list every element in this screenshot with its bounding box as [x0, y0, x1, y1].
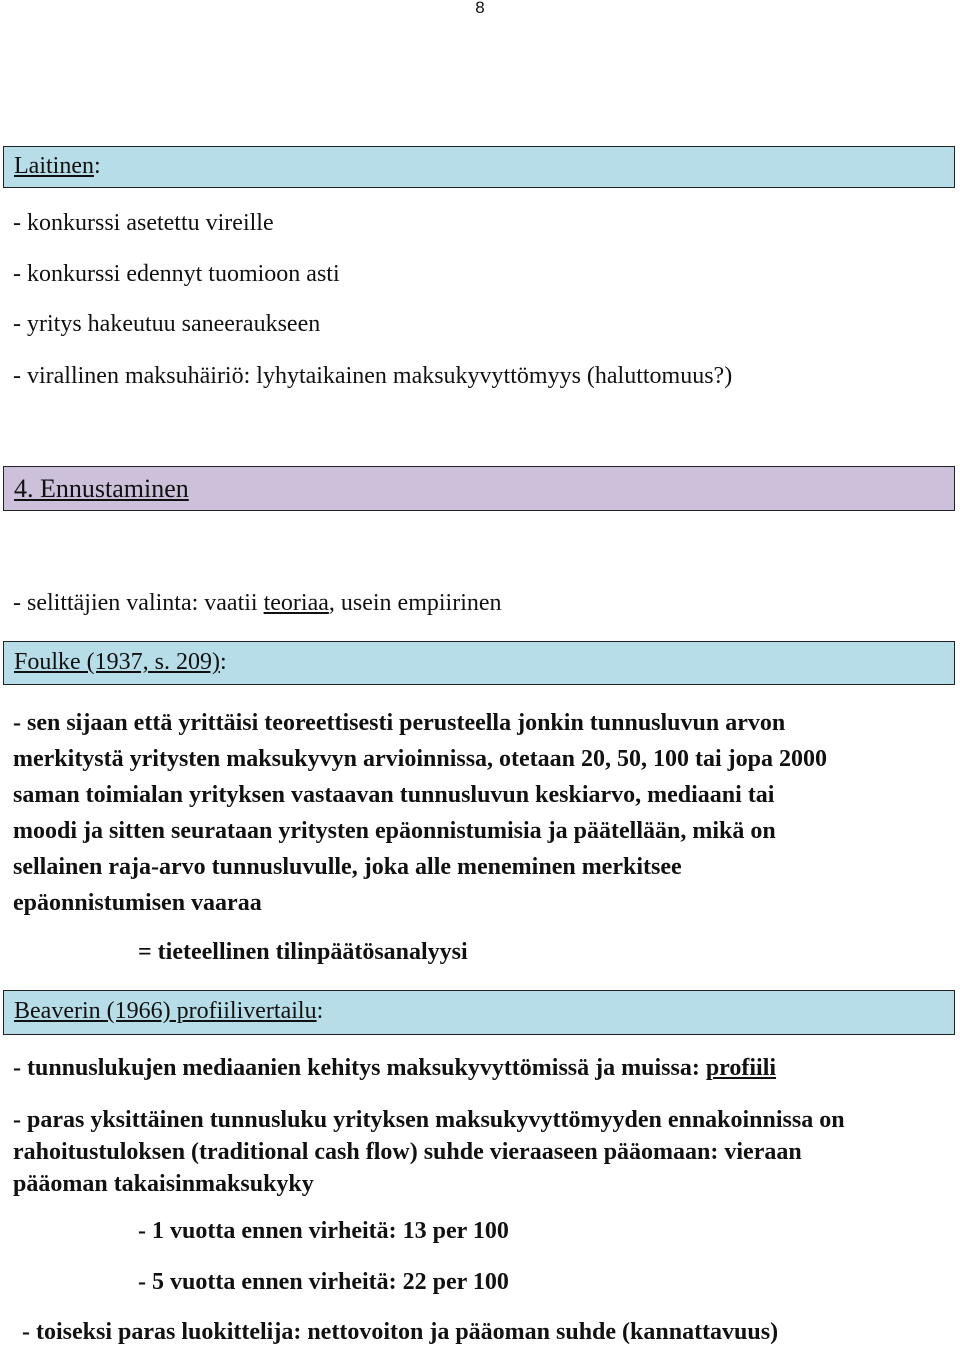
section-4-heading-box [3, 466, 955, 511]
paragraph-line: merkitystä yritysten maksukyvyn arvioinnissa, otetaan 20, 50, 100 tai jopa 2000 [13, 746, 828, 772]
foulke-paragraph [13, 705, 953, 921]
paragraph-line: saman toimialan yrityksen vastaavan tunnusluvun keskiarvo, mediaani tai [13, 782, 775, 808]
laitinen-heading: Laitinen: [14, 153, 101, 179]
laitinen-item: - konkurssi asetettu vireille [13, 210, 274, 236]
paragraph-line: epäonnistumisen vaaraa [13, 890, 262, 916]
selittajien-valinta-line: - selittäjien valinta: vaatii teoriaa, usein empiirinen [13, 590, 502, 616]
beaver-item-paras-tunnusluku [13, 1104, 953, 1200]
section-4-heading: 4. Ennustaminen [14, 474, 189, 503]
beaver-item-toiseksi-paras: - toiseksi paras luokittelija: nettovoiton ja pääoman suhde (kannattavuus) [22, 1319, 779, 1345]
beaver-sub-item: - 5 vuotta ennen virheitä: 22 per 100 [138, 1269, 509, 1295]
laitinen-heading-box [3, 146, 955, 188]
beaver-item-profiili: - tunnuslukujen mediaanien kehitys maksukyvyttömissä ja muissa: profiili [13, 1055, 777, 1081]
foulke-heading: Foulke (1937, s. 209): [14, 649, 227, 675]
beaver-heading: Beaverin (1966) profiilivertailu: [14, 998, 324, 1024]
foulke-heading-box [3, 641, 955, 685]
paragraph-line: - paras yksittäinen tunnusluku yrityksen maksukyvyttömyyden ennakoinnissa on [13, 1107, 845, 1133]
foulke-conclusion: = tieteellinen tilinpäätösanalyysi [138, 939, 468, 965]
laitinen-item: - virallinen maksuhäiriö: lyhytaikainen maksukyvyttömyys (haluttomuus?) [13, 363, 733, 389]
paragraph-line: sellainen raja-arvo tunnusluvulle, joka alle meneminen merkitsee [13, 854, 682, 880]
paragraph-line: rahoitustuloksen (traditional cash flow) suhde vieraaseen pääomaan: vieraan [13, 1139, 802, 1165]
laitinen-item: - konkurssi edennyt tuomioon asti [13, 261, 340, 287]
beaver-sub-item: - 1 vuotta ennen virheitä: 13 per 100 [138, 1218, 509, 1244]
page-number: 8 [475, 0, 485, 17]
paragraph-line: moodi ja sitten seurataan yritysten epäonnistumisia ja päätellään, mikä on [13, 818, 776, 844]
paragraph-line: - sen sijaan että yrittäisi teoreettisesti perusteella jonkin tunnusluvun arvon [13, 710, 786, 736]
beaver-heading-box [3, 990, 955, 1035]
paragraph-line: pääoman takaisinmaksukyky [13, 1171, 314, 1197]
laitinen-item: - yritys hakeutuu saneeraukseen [13, 311, 321, 337]
